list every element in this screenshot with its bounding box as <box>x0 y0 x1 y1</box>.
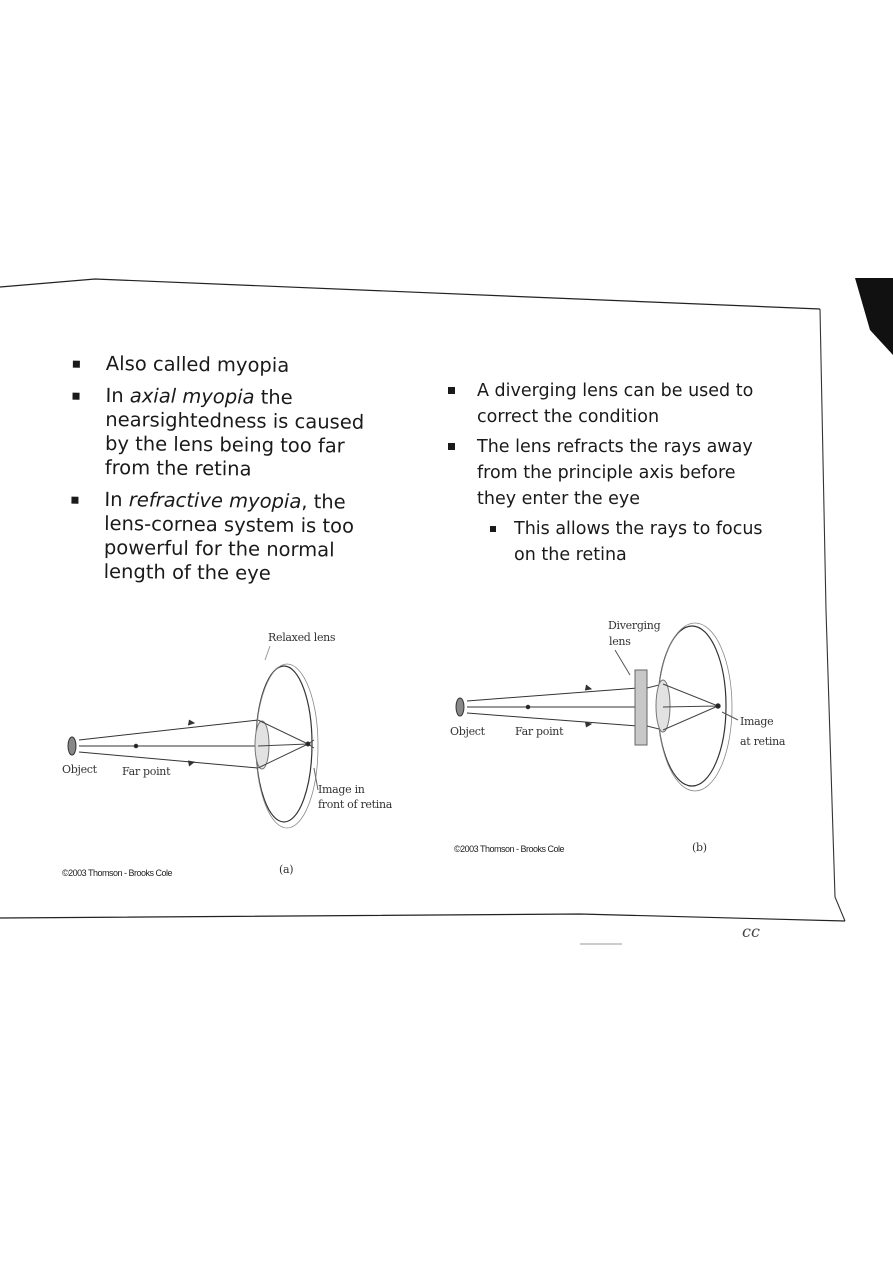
term-axial-myopia: axial myopia <box>129 384 255 409</box>
diagram-a-drawing <box>68 646 318 828</box>
label-diverging-lens-1: Diverging <box>608 619 661 632</box>
term-refractive-myopia: refractive myopia <box>128 488 302 514</box>
copyright-b: ©2003 Thomson - Brooks Cole <box>454 844 565 854</box>
bullet-prefix: In <box>104 487 129 512</box>
bullet-suffix: the nearsightedness is caused by the lens being too far from the retina <box>104 385 365 481</box>
bullet-suffix: , the lens-cornea system is too powerful for the normal length of the eye <box>103 490 355 585</box>
label-at-retina-b: at retina <box>740 735 786 748</box>
bullet-prefix: In <box>105 383 130 408</box>
handwritten-mark: cc <box>742 922 760 941</box>
label-diverging-lens-2: lens <box>609 635 631 648</box>
label-far-point-b: Far point <box>515 725 564 738</box>
bullet-text: Also called myopia <box>105 352 290 377</box>
diagram-b-drawing <box>456 623 738 791</box>
label-image-in-a: Image in <box>318 783 365 796</box>
object-marker-b <box>456 698 464 716</box>
copyright-a: ©2003 Thomson - Brooks Cole <box>62 868 173 878</box>
relaxed-lens-shape <box>255 721 269 769</box>
label-front-of-retina-a: front of retina <box>318 798 392 811</box>
bullet-text: A diverging lens can be used to correct the condition <box>477 381 754 427</box>
label-object-b: Object <box>450 725 485 738</box>
label-far-point-a: Far point <box>122 765 171 778</box>
caption-b: (b) <box>692 841 707 854</box>
bullet-text: This allows the rays to focus on the retina <box>514 519 763 565</box>
label-object-a: Object <box>62 763 97 776</box>
bullet-text: The lens refracts the rays away from the principle axis before they enter the eye <box>477 437 753 509</box>
label-image-b: Image <box>740 715 774 728</box>
caption-a: (a) <box>279 863 294 876</box>
label-relaxed-lens: Relaxed lens <box>268 631 336 644</box>
object-marker-a <box>68 737 76 755</box>
diverging-lens-shape <box>635 670 647 745</box>
